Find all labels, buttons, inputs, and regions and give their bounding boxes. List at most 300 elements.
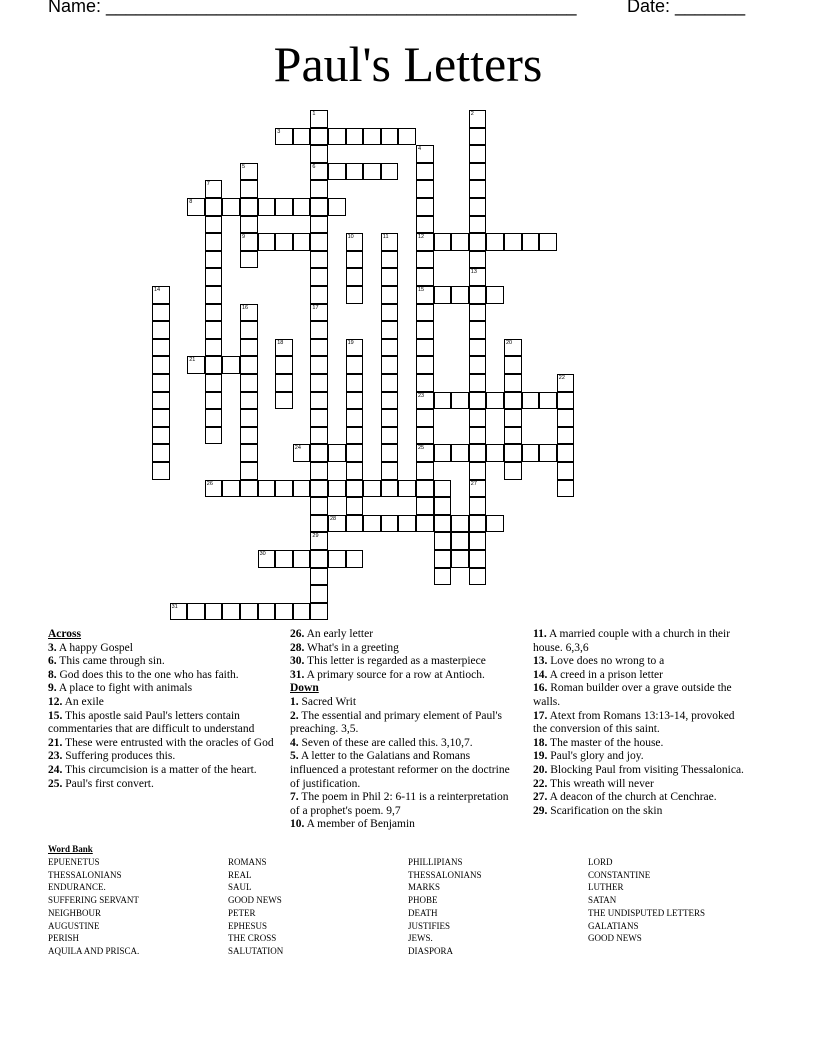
crossword-cell[interactable] bbox=[381, 462, 399, 480]
crossword-cell[interactable] bbox=[469, 568, 487, 586]
clue-item bbox=[533, 805, 745, 819]
crossword-cell[interactable] bbox=[469, 515, 487, 533]
crossword-cell[interactable] bbox=[310, 409, 328, 427]
crossword-cell[interactable] bbox=[240, 444, 258, 462]
clue-number: 19. bbox=[533, 750, 548, 763]
crossword-cell[interactable] bbox=[275, 480, 293, 498]
crossword-cell[interactable] bbox=[504, 356, 522, 374]
clue-number: 22. bbox=[533, 777, 548, 790]
crossword-cell[interactable] bbox=[240, 392, 258, 410]
crossword-cell[interactable] bbox=[381, 286, 399, 304]
crossword-cell[interactable] bbox=[310, 427, 328, 445]
crossword-cell[interactable] bbox=[310, 550, 328, 568]
crossword-cell[interactable] bbox=[504, 409, 522, 427]
crossword-cell[interactable] bbox=[328, 550, 346, 568]
clue-number: 20. bbox=[533, 763, 548, 776]
crossword-cell[interactable] bbox=[416, 515, 434, 533]
clue-number: 29. bbox=[533, 804, 548, 817]
crossword-cell[interactable] bbox=[416, 427, 434, 445]
clue-text: The master of the house. bbox=[550, 736, 664, 749]
clue-text: Scarification on the skin bbox=[550, 804, 663, 817]
crossword-cell[interactable] bbox=[381, 515, 399, 533]
crossword-cell[interactable] bbox=[486, 286, 504, 304]
crossword-cell[interactable] bbox=[152, 304, 170, 322]
crossword-cell[interactable] bbox=[187, 603, 205, 621]
crossword-cell[interactable] bbox=[310, 145, 328, 163]
crossword-cell[interactable] bbox=[240, 409, 258, 427]
clue-text: The poem in Phil 2: 6-11 is a reinterpretation of a prophet's poem. 9,7 bbox=[290, 791, 509, 817]
crossword-cell[interactable] bbox=[205, 392, 223, 410]
crossword-cell[interactable] bbox=[346, 128, 364, 146]
crossword-cell[interactable] bbox=[310, 603, 328, 621]
crossword-cell[interactable] bbox=[522, 392, 540, 410]
crossword-cell[interactable] bbox=[381, 409, 399, 427]
crossword-cell[interactable] bbox=[152, 409, 170, 427]
crossword-cell[interactable] bbox=[416, 180, 434, 198]
crossword-cell[interactable] bbox=[416, 462, 434, 480]
crossword-cell[interactable] bbox=[469, 163, 487, 181]
crossword-cell[interactable] bbox=[205, 268, 223, 286]
word-bank-item: PERISH bbox=[48, 933, 80, 944]
crossword-cell[interactable] bbox=[504, 392, 522, 410]
crossword-cell[interactable] bbox=[522, 233, 540, 251]
clue-text: A happy Gospel bbox=[58, 641, 133, 654]
crossword-cell[interactable] bbox=[240, 321, 258, 339]
crossword-cell[interactable] bbox=[346, 356, 364, 374]
crossword-cell[interactable] bbox=[275, 198, 293, 216]
crossword-cell[interactable] bbox=[258, 603, 276, 621]
clue-number: 7. bbox=[290, 791, 299, 804]
clue-item bbox=[48, 655, 278, 669]
clue-text: An early letter bbox=[306, 628, 374, 640]
crossword-cell[interactable] bbox=[275, 392, 293, 410]
crossword-cell[interactable] bbox=[310, 339, 328, 357]
clue-text: This letter is regarded as a masterpiece bbox=[307, 655, 486, 668]
crossword-cell[interactable] bbox=[240, 356, 258, 374]
word-bank-item: AQUILA AND PRISCA. bbox=[48, 945, 140, 956]
crossword-cell[interactable] bbox=[275, 550, 293, 568]
crossword-cell[interactable] bbox=[205, 216, 223, 234]
crossword-cell[interactable] bbox=[240, 339, 258, 357]
clue-text: Paul's glory and joy. bbox=[550, 750, 644, 763]
crossword-cell[interactable] bbox=[469, 462, 487, 480]
crossword-cell[interactable] bbox=[504, 444, 522, 462]
crossword-cell[interactable] bbox=[240, 216, 258, 234]
crossword-cell[interactable] bbox=[275, 374, 293, 392]
crossword-cell[interactable] bbox=[398, 480, 416, 498]
crossword-cell[interactable] bbox=[504, 374, 522, 392]
crossword-cell[interactable] bbox=[328, 198, 346, 216]
crossword-cell[interactable] bbox=[240, 198, 258, 216]
crossword-cell[interactable] bbox=[240, 462, 258, 480]
crossword-cell[interactable] bbox=[416, 497, 434, 515]
crossword-cell[interactable] bbox=[346, 480, 364, 498]
crossword-cell[interactable] bbox=[328, 128, 346, 146]
clue-item bbox=[533, 750, 745, 764]
crossword-cell[interactable] bbox=[434, 532, 452, 550]
crossword-cell[interactable] bbox=[346, 497, 364, 515]
clue-number-label: 8 bbox=[189, 199, 193, 205]
crossword-cell[interactable] bbox=[258, 480, 276, 498]
crossword-cell[interactable] bbox=[469, 198, 487, 216]
crossword-cell[interactable] bbox=[275, 233, 293, 251]
crossword-cell[interactable] bbox=[293, 198, 311, 216]
crossword-cell[interactable] bbox=[486, 233, 504, 251]
word-bank-item: SUFFERING SERVANT bbox=[48, 895, 139, 906]
crossword-cell[interactable] bbox=[310, 585, 328, 603]
clue-text: God does this to the one who has faith. bbox=[59, 668, 239, 681]
crossword-cell[interactable] bbox=[310, 480, 328, 498]
clue-item bbox=[533, 791, 745, 805]
crossword-cell[interactable] bbox=[240, 180, 258, 198]
name-field[interactable]: Name: _______________________________________________ bbox=[48, 0, 577, 16]
crossword-cell[interactable] bbox=[363, 128, 381, 146]
crossword-cell[interactable] bbox=[310, 268, 328, 286]
crossword-cell[interactable] bbox=[557, 444, 575, 462]
crossword-cell[interactable] bbox=[205, 339, 223, 357]
clue-item bbox=[290, 669, 518, 683]
crossword-cell[interactable] bbox=[205, 603, 223, 621]
crossword-cell[interactable] bbox=[152, 356, 170, 374]
clue-number: 30. bbox=[290, 655, 305, 668]
crossword-cell[interactable] bbox=[310, 286, 328, 304]
crossword-cell[interactable] bbox=[469, 409, 487, 427]
clue-number-label: 7 bbox=[206, 181, 210, 188]
crossword-cell[interactable] bbox=[539, 233, 557, 251]
crossword-cell[interactable] bbox=[416, 163, 434, 181]
crossword-cell[interactable] bbox=[240, 251, 258, 269]
clue-text: A place to fight with animals bbox=[58, 682, 193, 695]
crossword-cell[interactable] bbox=[310, 128, 328, 146]
crossword-cell[interactable] bbox=[205, 356, 223, 374]
crossword-cell[interactable] bbox=[469, 339, 487, 357]
crossword-cell[interactable] bbox=[381, 128, 399, 146]
crossword-cell[interactable] bbox=[469, 444, 487, 462]
crossword-cell[interactable] bbox=[434, 392, 452, 410]
clue-item bbox=[290, 642, 518, 656]
crossword-cell[interactable] bbox=[381, 163, 399, 181]
crossword-cell[interactable] bbox=[293, 128, 311, 146]
clue-number-label: 28 bbox=[330, 515, 337, 522]
crossword-cell[interactable] bbox=[504, 462, 522, 480]
crossword-cell[interactable] bbox=[222, 603, 240, 621]
crossword-cell[interactable] bbox=[416, 356, 434, 374]
crossword-cell[interactable] bbox=[310, 321, 328, 339]
crossword-cell[interactable] bbox=[557, 427, 575, 445]
clue-text: Atext from Romans 13:13-14, provoked the conversion of this saint. bbox=[533, 709, 735, 736]
word-bank-item: PHILLIPIANS bbox=[408, 857, 463, 867]
crossword-cell[interactable] bbox=[416, 216, 434, 234]
crossword-cell[interactable] bbox=[205, 286, 223, 304]
crossword-cell[interactable] bbox=[469, 216, 487, 234]
clue-text: Blocking Paul from visiting Thessalonica. bbox=[550, 763, 744, 776]
crossword-cell[interactable] bbox=[469, 497, 487, 515]
clue-text: A married couple with a church in their house. 6,3,6 bbox=[533, 628, 731, 654]
crossword-cell[interactable] bbox=[416, 339, 434, 357]
crossword-cell[interactable] bbox=[416, 268, 434, 286]
crossword-cell[interactable] bbox=[346, 392, 364, 410]
word-bank-item: CONSTANTINE bbox=[588, 869, 651, 880]
crossword-cell[interactable] bbox=[469, 233, 487, 251]
crossword-cell[interactable] bbox=[346, 409, 364, 427]
clue-number-label: 3 bbox=[277, 128, 281, 135]
crossword-cell[interactable] bbox=[152, 444, 170, 462]
crossword-cell[interactable] bbox=[205, 427, 223, 445]
crossword-cell[interactable] bbox=[434, 286, 452, 304]
clue-item bbox=[533, 655, 745, 669]
crossword-cell[interactable] bbox=[222, 480, 240, 498]
crossword-cell[interactable] bbox=[451, 444, 469, 462]
word-bank-item: EPUENETUS bbox=[48, 857, 100, 867]
clue-number-label: 5 bbox=[242, 163, 246, 170]
crossword-cell[interactable] bbox=[310, 568, 328, 586]
crossword-cell[interactable] bbox=[469, 145, 487, 163]
crossword-cell[interactable] bbox=[240, 480, 258, 498]
crossword-cell[interactable] bbox=[434, 568, 452, 586]
crossword-cell[interactable] bbox=[205, 198, 223, 216]
crossword-cell[interactable] bbox=[469, 356, 487, 374]
crossword-cell[interactable] bbox=[381, 339, 399, 357]
clue-item bbox=[290, 750, 518, 791]
word-bank-column bbox=[408, 856, 482, 958]
crossword-cell[interactable] bbox=[469, 321, 487, 339]
crossword-cell[interactable] bbox=[469, 392, 487, 410]
crossword-cell[interactable] bbox=[346, 286, 364, 304]
crossword-cell[interactable] bbox=[469, 427, 487, 445]
crossword-cell[interactable] bbox=[310, 392, 328, 410]
clue-number-label: 13 bbox=[470, 269, 477, 276]
crossword-cell[interactable] bbox=[310, 251, 328, 269]
crossword-cell[interactable] bbox=[152, 339, 170, 357]
crossword-cell[interactable] bbox=[310, 444, 328, 462]
crossword-cell[interactable] bbox=[398, 128, 416, 146]
clue-number-label: 17 bbox=[312, 304, 319, 311]
crossword-cell[interactable] bbox=[469, 532, 487, 550]
crossword-cell[interactable] bbox=[539, 444, 557, 462]
crossword-cell[interactable] bbox=[557, 409, 575, 427]
crossword-cell[interactable] bbox=[381, 392, 399, 410]
crossword-cell[interactable] bbox=[205, 374, 223, 392]
clue-number: 31. bbox=[290, 668, 305, 681]
clue-text: Love does no wrong to a bbox=[550, 655, 665, 668]
clue-number-label: 15 bbox=[418, 287, 425, 293]
crossword-cell[interactable] bbox=[416, 304, 434, 322]
crossword-cell[interactable] bbox=[434, 444, 452, 462]
crossword-cell[interactable] bbox=[451, 233, 469, 251]
clue-number: 12. bbox=[48, 695, 63, 708]
clue-number-label: 26 bbox=[206, 480, 213, 487]
crossword-cell[interactable] bbox=[451, 532, 469, 550]
crossword-cell[interactable] bbox=[152, 392, 170, 410]
clue-item bbox=[48, 764, 278, 778]
crossword-cell[interactable] bbox=[539, 392, 557, 410]
crossword-cell[interactable] bbox=[416, 321, 434, 339]
crossword-cell[interactable] bbox=[504, 233, 522, 251]
crossword-cell[interactable] bbox=[363, 163, 381, 181]
word-bank-item: SATAN bbox=[588, 895, 617, 906]
crossword-cell[interactable] bbox=[152, 321, 170, 339]
clue-number-label: 25 bbox=[418, 445, 425, 452]
crossword-cell[interactable] bbox=[451, 392, 469, 410]
clue-item bbox=[48, 750, 278, 764]
crossword-cell[interactable] bbox=[152, 462, 170, 480]
crossword-cell[interactable] bbox=[152, 374, 170, 392]
clue-number: 3. bbox=[48, 641, 57, 654]
clue-item bbox=[533, 628, 745, 655]
crossword-cell[interactable] bbox=[416, 251, 434, 269]
crossword-cell[interactable] bbox=[310, 497, 328, 515]
crossword-cell[interactable] bbox=[557, 480, 575, 498]
word-bank-item: PHOBE bbox=[408, 895, 438, 906]
word-bank-item: REAL bbox=[228, 869, 252, 880]
clue-number: 24. bbox=[48, 763, 63, 776]
crossword-cell[interactable] bbox=[310, 515, 328, 533]
crossword-cell[interactable] bbox=[310, 356, 328, 374]
crossword-cell[interactable] bbox=[258, 198, 276, 216]
crossword-cell[interactable] bbox=[451, 515, 469, 533]
crossword-cell[interactable] bbox=[469, 251, 487, 269]
crossword-cell[interactable] bbox=[346, 444, 364, 462]
crossword-cell[interactable] bbox=[328, 444, 346, 462]
word-bank-title: Word Bank bbox=[48, 844, 93, 854]
clue-number: 16. bbox=[533, 682, 548, 695]
crossword-cell[interactable] bbox=[469, 550, 487, 568]
clue-item bbox=[533, 737, 745, 751]
crossword-cell[interactable] bbox=[434, 515, 452, 533]
crossword-cell[interactable] bbox=[328, 480, 346, 498]
crossword-cell[interactable] bbox=[258, 233, 276, 251]
clue-item bbox=[48, 710, 278, 737]
crossword-cell[interactable] bbox=[381, 321, 399, 339]
crossword-cell[interactable] bbox=[310, 462, 328, 480]
crossword-cell[interactable] bbox=[363, 515, 381, 533]
crossword-cell[interactable] bbox=[486, 392, 504, 410]
crossword-cell[interactable] bbox=[205, 321, 223, 339]
crossword-cell[interactable] bbox=[451, 286, 469, 304]
crossword-cell[interactable] bbox=[205, 251, 223, 269]
crossword-cell[interactable] bbox=[346, 550, 364, 568]
crossword-cell[interactable] bbox=[363, 480, 381, 498]
clue-number-label: 10 bbox=[347, 234, 354, 241]
crossword-cell[interactable] bbox=[346, 268, 364, 286]
clue-number: 13. bbox=[533, 655, 548, 668]
crossword-cell[interactable] bbox=[381, 480, 399, 498]
crossword-cell[interactable] bbox=[416, 409, 434, 427]
crossword-cell[interactable] bbox=[275, 356, 293, 374]
crossword-cell[interactable] bbox=[381, 356, 399, 374]
crossword-cell[interactable] bbox=[451, 550, 469, 568]
clue-item bbox=[48, 737, 278, 751]
crossword-cell[interactable] bbox=[416, 374, 434, 392]
crossword-cell[interactable] bbox=[486, 444, 504, 462]
clue-number: 14. bbox=[533, 668, 548, 681]
clue-number-label: 2 bbox=[470, 111, 474, 117]
crossword-cell[interactable] bbox=[275, 603, 293, 621]
crossword-cell[interactable] bbox=[381, 268, 399, 286]
clue-number: 10. bbox=[290, 818, 305, 831]
crossword-cell[interactable] bbox=[205, 233, 223, 251]
crossword-cell[interactable] bbox=[434, 233, 452, 251]
clue-number: 9. bbox=[48, 682, 57, 695]
crossword-cell[interactable] bbox=[240, 427, 258, 445]
crossword-cell[interactable] bbox=[293, 603, 311, 621]
word-bank-column bbox=[588, 856, 705, 945]
clue-text: Sacred Writ bbox=[301, 695, 357, 708]
clue-item bbox=[533, 778, 745, 792]
clue-item bbox=[48, 778, 278, 792]
clue-number-label: 23 bbox=[418, 392, 425, 399]
crossword-cell[interactable] bbox=[310, 180, 328, 198]
crossword-cell[interactable] bbox=[310, 374, 328, 392]
crossword-cell[interactable] bbox=[293, 233, 311, 251]
crossword-cell[interactable] bbox=[469, 304, 487, 322]
crossword-cell[interactable] bbox=[346, 163, 364, 181]
crossword-cell[interactable] bbox=[557, 392, 575, 410]
crossword-cell[interactable] bbox=[469, 128, 487, 146]
crossword-cell[interactable] bbox=[346, 462, 364, 480]
crossword-cell[interactable] bbox=[398, 515, 416, 533]
crossword-cell[interactable] bbox=[434, 497, 452, 515]
crossword-cell[interactable] bbox=[346, 374, 364, 392]
crossword-cell[interactable] bbox=[310, 216, 328, 234]
clue-item bbox=[533, 710, 745, 737]
word-bank-item: NEIGHBOUR bbox=[48, 907, 101, 918]
crossword-cell[interactable] bbox=[222, 198, 240, 216]
clue-text: A primary source for a row at Antioch. bbox=[306, 668, 485, 681]
crossword-cell[interactable] bbox=[310, 198, 328, 216]
crossword-cell[interactable] bbox=[557, 462, 575, 480]
clue-item bbox=[533, 669, 745, 683]
date-field[interactable]: Date: _______ bbox=[627, 0, 746, 16]
crossword-cell[interactable] bbox=[469, 180, 487, 198]
crossword-cell[interactable] bbox=[504, 427, 522, 445]
crossword-cell[interactable] bbox=[522, 444, 540, 462]
crossword-cell[interactable] bbox=[222, 356, 240, 374]
crossword-cell[interactable] bbox=[381, 374, 399, 392]
crossword-cell[interactable] bbox=[381, 251, 399, 269]
clue-item bbox=[48, 682, 278, 696]
clue-text: Paul's first convert. bbox=[65, 777, 154, 790]
crossword-cell[interactable] bbox=[434, 550, 452, 568]
clue-text: These were entrusted with the oracles of God bbox=[65, 736, 274, 749]
crossword-cell[interactable] bbox=[416, 198, 434, 216]
crossword-cell[interactable] bbox=[152, 427, 170, 445]
crossword-cell[interactable] bbox=[293, 550, 311, 568]
crossword-cell[interactable] bbox=[381, 427, 399, 445]
crossword-cell[interactable] bbox=[434, 480, 452, 498]
clue-number: 1. bbox=[290, 695, 299, 708]
crossword-cell[interactable] bbox=[205, 304, 223, 322]
word-bank-item: THESSALONIANS bbox=[48, 869, 122, 880]
crossword-cell[interactable] bbox=[328, 163, 346, 181]
crossword-cell[interactable] bbox=[469, 286, 487, 304]
crossword-cell[interactable] bbox=[293, 480, 311, 498]
word-bank-item: MARKS bbox=[408, 882, 441, 893]
crossword-cell[interactable] bbox=[346, 515, 364, 533]
crossword-cell[interactable] bbox=[469, 374, 487, 392]
crossword-cell[interactable] bbox=[346, 427, 364, 445]
crossword-cell[interactable] bbox=[381, 444, 399, 462]
crossword-cell[interactable] bbox=[486, 515, 504, 533]
crossword-cell[interactable] bbox=[346, 251, 364, 269]
crossword-cell[interactable] bbox=[381, 304, 399, 322]
crossword-cell[interactable] bbox=[240, 374, 258, 392]
clue-number: 4. bbox=[290, 736, 299, 749]
crossword-cell[interactable] bbox=[416, 480, 434, 498]
crossword-cell[interactable] bbox=[240, 603, 258, 621]
crossword-cell[interactable] bbox=[205, 409, 223, 427]
crossword-cell[interactable] bbox=[310, 233, 328, 251]
